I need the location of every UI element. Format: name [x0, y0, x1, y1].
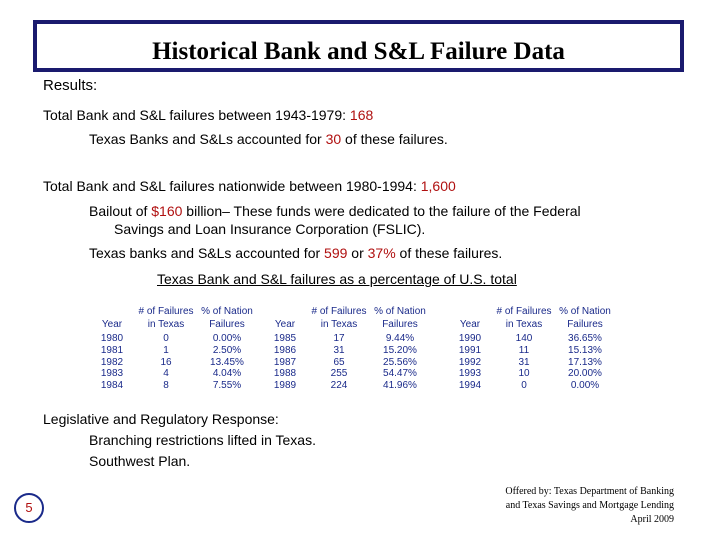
- table-cell-percent: 15.20%: [383, 344, 417, 356]
- column-header-failures: in Texas: [320, 319, 358, 330]
- table-cell-percent: 20.00%: [568, 368, 602, 380]
- slide-title: Historical Bank and S&L Failure Data: [152, 38, 565, 65]
- table-cell-failures: 224: [330, 380, 348, 392]
- column-header-failures: in Texas: [147, 319, 185, 330]
- table-cell-year: 1980: [100, 333, 124, 344]
- page-number: 5: [14, 493, 44, 523]
- stat-text: Total Bank and S&L failures nationwide between 1980-1994:: [43, 178, 421, 194]
- credit-line: April 2009: [630, 514, 674, 525]
- table-cell-percent: 36.65%: [568, 333, 602, 344]
- column-header-nation: % of Nation: [201, 306, 253, 317]
- table-cell-failures: 65: [333, 356, 345, 368]
- column-header-year: Year: [101, 319, 123, 330]
- column-header-failures: # of Failures: [311, 306, 367, 317]
- stat-value: 599: [324, 245, 348, 261]
- table-cell-failures: 31: [518, 356, 530, 368]
- table-cell-year: 1986: [273, 344, 297, 356]
- table-cell-percent: 13.45%: [210, 356, 244, 368]
- table-title: Texas Bank and S&L failures as a percentage of U.S. total: [157, 271, 517, 287]
- table-cell-percent: 0.00%: [212, 333, 242, 344]
- table-cell-failures: 8: [163, 380, 169, 392]
- table-cell-year: 1984: [100, 380, 124, 392]
- table-cell-failures: 1: [163, 344, 169, 356]
- table-cell-year: 1985: [273, 333, 297, 344]
- column-header-failures: # of Failures: [496, 306, 552, 317]
- table-cell-failures: 255: [330, 368, 348, 380]
- table-cell-year: 1992: [458, 356, 482, 368]
- column-header-failures: # of Failures: [138, 306, 194, 317]
- stat-line-texas-1980-1994: [89, 245, 502, 261]
- table-cell-year: 1993: [458, 368, 482, 380]
- credit-line: and Texas Savings and Mortgage Lending: [505, 500, 674, 511]
- stat-text: Total Bank and S&L failures between 1943-1979:: [43, 107, 350, 123]
- stat-text: Bailout of: [89, 203, 152, 219]
- table-cell-year: 1988: [273, 368, 297, 380]
- legislative-item: Southwest Plan.: [89, 453, 191, 469]
- table-cell-percent: 0.00%: [570, 380, 600, 392]
- stat-value: $160: [151, 203, 183, 219]
- credit-block: [505, 485, 674, 527]
- table-cell-percent: 15.13%: [568, 344, 602, 356]
- stat-text: Texas banks and S&Ls accounted for: [89, 245, 325, 261]
- table-cell-year: 1981: [100, 344, 124, 356]
- column-header-nation: % of Nation: [374, 306, 426, 317]
- table-cell-year: 1983: [100, 368, 124, 380]
- table-cell-percent: 25.56%: [383, 356, 417, 368]
- bailout-line: [89, 203, 581, 219]
- table-cell-failures: 10: [518, 368, 530, 380]
- bailout-line-continued: Savings and Loan Insurance Corporation (FSLIC).: [114, 221, 426, 237]
- results-label: Results:: [43, 77, 98, 94]
- table-cell-failures: 4: [163, 368, 169, 380]
- column-header-nation: Failures: [567, 319, 603, 330]
- stat-text: billion– These funds were dedicated to the failure of the Federal: [182, 203, 581, 219]
- stat-value: 30: [325, 131, 342, 147]
- column-header-nation: Failures: [382, 319, 418, 330]
- table-cell-failures: 0: [163, 333, 169, 344]
- table-cell-percent: 17.13%: [568, 356, 602, 368]
- stat-line-texas-1943-1979: [89, 131, 448, 147]
- table-cell-year: 1994: [458, 380, 482, 392]
- table-cell-percent: 41.96%: [383, 380, 417, 392]
- stat-text: or: [347, 245, 368, 261]
- table-cell-year: 1990: [458, 333, 482, 344]
- stat-line-1943-1979: [43, 107, 373, 123]
- table-cell-failures: 0: [521, 380, 527, 392]
- legislative-item: Branching restrictions lifted in Texas.: [89, 432, 316, 448]
- table-cell-failures: 17: [333, 333, 345, 344]
- table-cell-year: 1987: [273, 356, 297, 368]
- credit-line: Offered by: Texas Department of Banking: [505, 486, 674, 497]
- table-cell-percent: 7.55%: [212, 380, 242, 392]
- legislative-heading: Legislative and Regulatory Response:: [43, 411, 279, 427]
- column-header-nation: Failures: [209, 319, 245, 330]
- table-cell-failures: 16: [160, 356, 172, 368]
- table-cell-failures: 31: [333, 344, 345, 356]
- column-header-year: Year: [459, 319, 481, 330]
- table-cell-year: 1991: [458, 344, 482, 356]
- stat-value: 1,600: [420, 178, 456, 194]
- stat-value: 168: [349, 107, 374, 123]
- table-cell-percent: 2.50%: [212, 344, 242, 356]
- table-cell-percent: 4.04%: [212, 368, 242, 380]
- table-cell-failures: 11: [518, 344, 530, 356]
- column-header-nation: % of Nation: [559, 306, 611, 317]
- stat-text: of these failures.: [395, 245, 503, 261]
- stat-line-1980-1994: [43, 178, 456, 194]
- column-header-year: Year: [274, 319, 296, 330]
- stat-text: Texas Banks and S&Ls accounted for: [89, 131, 326, 147]
- title-box: [33, 20, 684, 72]
- table-cell-percent: 9.44%: [385, 333, 415, 344]
- stat-value: 37%: [367, 245, 396, 261]
- table-cell-percent: 54.47%: [383, 368, 417, 380]
- stat-text: of these failures.: [341, 131, 448, 147]
- table-cell-year: 1989: [273, 380, 297, 392]
- column-header-failures: in Texas: [505, 319, 543, 330]
- table-cell-year: 1982: [100, 356, 124, 368]
- table-cell-failures: 140: [515, 333, 533, 344]
